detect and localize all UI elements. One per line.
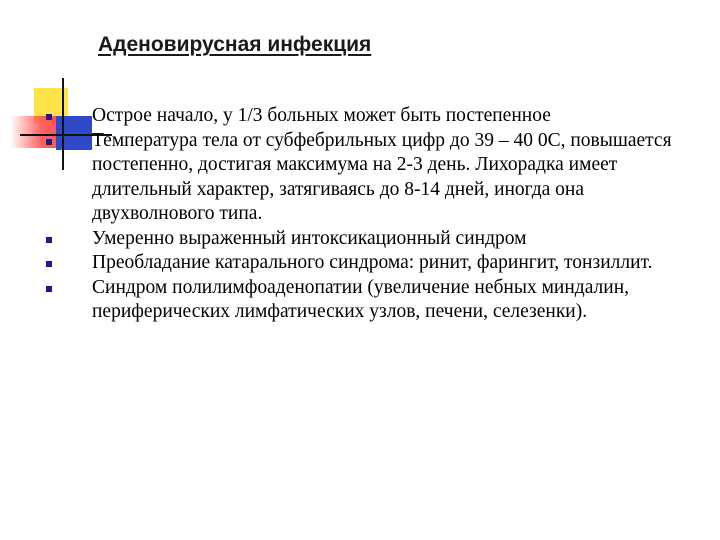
- list-item: [46, 129, 696, 227]
- bullet-text: Преобладание катарального синдрома: ринит, фарингит, тонзиллит.: [92, 252, 653, 273]
- bullet-text: Умеренно выраженный интоксикационный синдром: [92, 227, 527, 249]
- slide-title: Аденовирусная инфекция: [98, 33, 372, 56]
- bullet-text: Синдром полилимфоаденопатии (увеличение небных миндалин, периферических лимфатических узлов, печени, селезенки).: [92, 276, 630, 322]
- square-bullet-icon: [46, 261, 52, 267]
- square-bullet-icon: [46, 114, 52, 120]
- list-item: [46, 227, 696, 252]
- list-item: [46, 104, 696, 129]
- list-item: [46, 251, 696, 276]
- square-bullet-icon: [46, 286, 52, 292]
- square-bullet-icon: [46, 139, 52, 145]
- list-item: [46, 276, 696, 325]
- bullet-text: Острое начало, у 1/3 больных может быть постепенное: [92, 105, 551, 126]
- bullet-list: [46, 104, 696, 325]
- bullet-text: Температура тела от субфебрильных цифр до 39 – 40 0С, повышается постепенно, достигая максимума на 2-3 день. Лихорадка имеет длительный характер, затягиваясь до 8-14 дней, иногда она двухволнового типа.: [92, 129, 672, 224]
- square-bullet-icon: [46, 237, 52, 243]
